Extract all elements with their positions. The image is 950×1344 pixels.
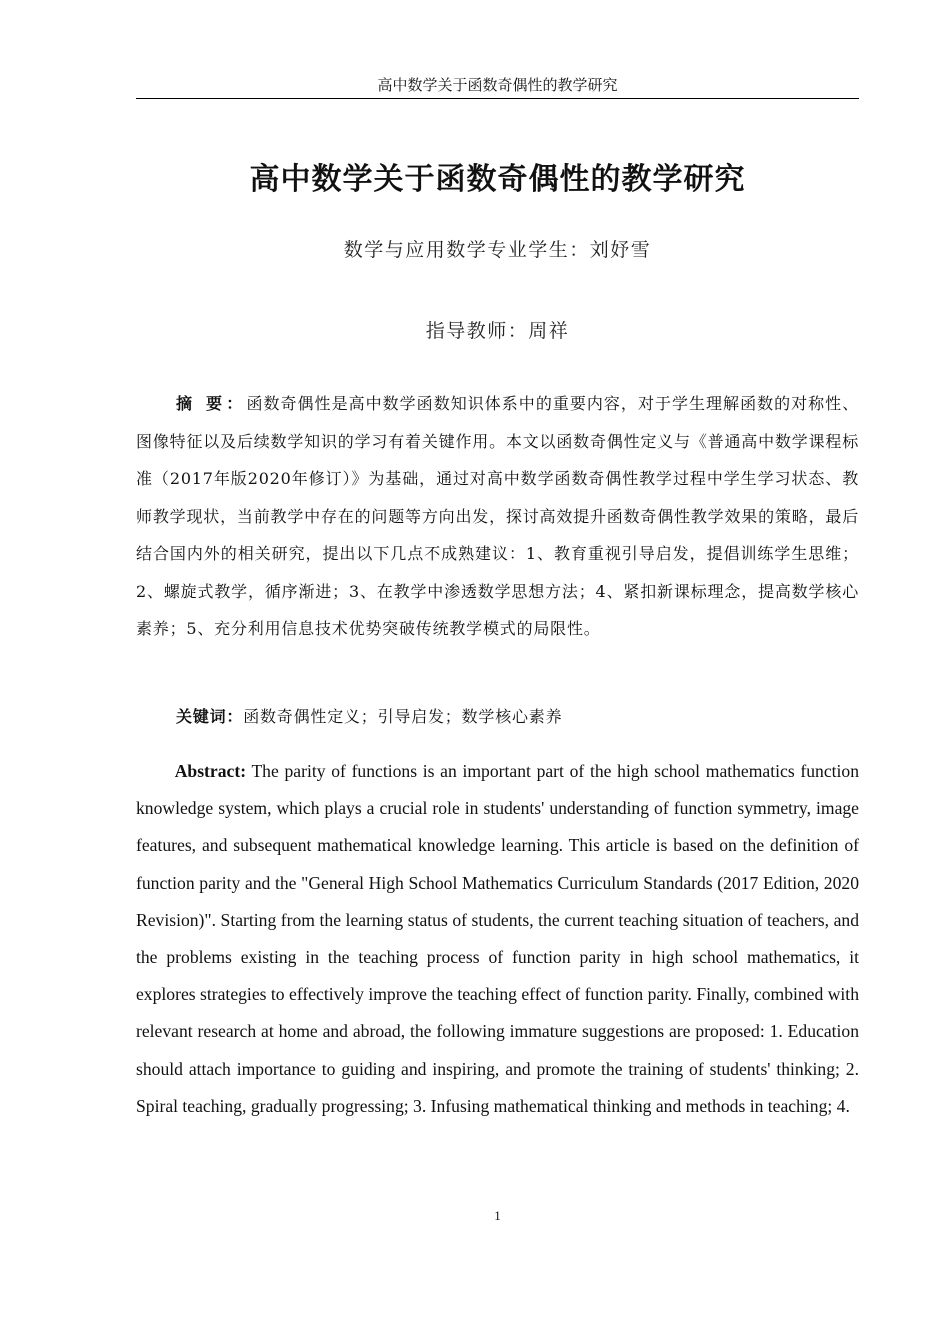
english-abstract-text: The parity of functions is an important part of the high school mathematics function knowledge system, which plays a crucial role in students' understanding of function symmetry, image features, and subsequent mathematical knowledge learning. This article is based on the definition of function parity and the "General High School Mathematics Curriculum Standards (2017 Edition, 2020 Revision)". Starting from the learning status of students, the current teaching situation of teachers, and the problems existing in the teaching process of function parity in high school mathematics, it explores strategies to effectively improve the teaching effect of function parity. Finally, combined with relevant research at home and abroad, the following immature suggestions are proposed: 1. Education should attach importance to guiding and inspiring, and promote the training of students' thinking; 2. Spiral teaching, gradually progressing; 3. Infusing mathematical thinking and methods in teaching; 4. (136, 761, 859, 1116)
chinese-abstract-text: 函数奇偶性是高中数学函数知识体系中的重要内容，对于学生理解函数的对称性、图像特征以及后续数学知识的学习有着关键作用。本文以函数奇偶性定义与《普通高中数学课程标准（2017年版2020年修订）》为基础，通过对高中数学函数奇偶性教学过程中学生学习状态、教师教学现状，当前教学中存在的问题等方向出发，探讨高效提升函数奇偶性教学效果的策略，最后结合国内外的相关研究，提出以下几点不成熟建议：1、教育重视引导启发，提倡训练学生思维；2、螺旋式教学，循序渐进；3、在教学中渗透数学思想方法；4、紧扣新课标理念，提高数学核心素养；5、充分利用信息技术优势突破传统教学模式的局限性。 (136, 394, 859, 638)
advisor-line: 指导教师：周祥 (425, 320, 570, 342)
keywords-label: 关键词： (176, 707, 244, 726)
page-number: 1 (494, 1208, 501, 1223)
chinese-abstract-label: 摘 要： (176, 394, 247, 413)
keywords (136, 698, 859, 736)
chinese-abstract (136, 385, 859, 648)
english-abstract (136, 753, 859, 1125)
keywords-text: 函数奇偶性定义；引导启发；数学核心素养 (243, 707, 563, 726)
english-abstract-label: Abstract: (174, 761, 247, 781)
author-line: 数学与应用数学专业学生：刘妤雪 (343, 239, 652, 261)
paper-page (136, 0, 859, 1344)
paper-title: 高中数学关于函数奇偶性的教学研究 (249, 162, 746, 197)
running-header: 高中数学关于函数奇偶性的教学研究 (136, 74, 859, 99)
